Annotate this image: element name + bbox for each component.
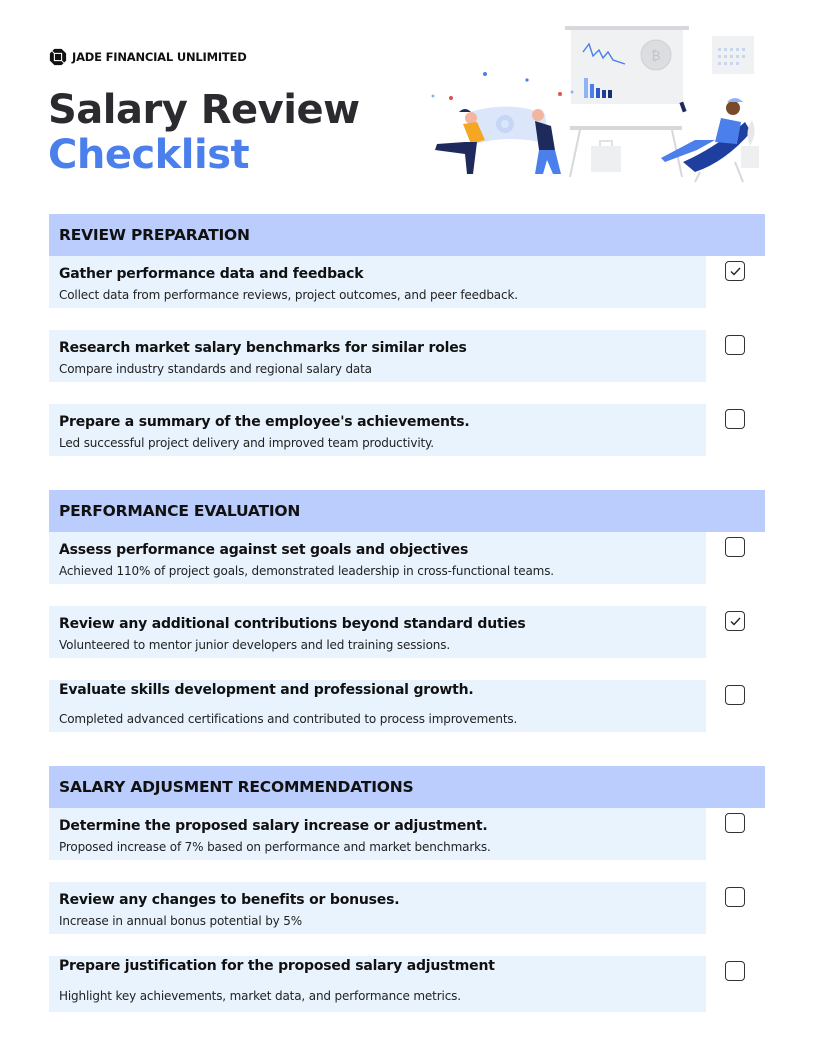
office-illustration bbox=[415, 22, 775, 187]
checkmark-icon bbox=[730, 617, 741, 626]
checkbox-checked[interactable] bbox=[725, 261, 745, 281]
checkbox[interactable] bbox=[725, 887, 745, 907]
checklist-item bbox=[49, 404, 765, 456]
checkbox[interactable] bbox=[725, 961, 745, 981]
person-icon bbox=[465, 112, 477, 124]
checkbox[interactable] bbox=[725, 537, 745, 557]
item-title: Evaluate skills development and professional growth. bbox=[59, 682, 474, 698]
person-icon bbox=[532, 109, 544, 121]
checklist-item bbox=[49, 808, 765, 860]
item-title: Review any changes to benefits or bonuses. bbox=[59, 892, 400, 908]
checklist-item bbox=[49, 606, 765, 658]
desk-icon bbox=[570, 126, 682, 130]
page-title bbox=[48, 88, 360, 178]
item-description: Led successful project delivery and improved team productivity. bbox=[59, 436, 434, 450]
checklist-item bbox=[49, 956, 765, 1012]
checkbox[interactable] bbox=[725, 685, 745, 705]
brand bbox=[49, 48, 247, 66]
checkbox[interactable] bbox=[725, 335, 745, 355]
item-description: Highlight key achievements, market data, and performance metrics. bbox=[59, 989, 461, 1003]
phone-icon bbox=[679, 102, 686, 113]
checkbox[interactable] bbox=[725, 813, 745, 833]
section-header: REVIEW PREPARATION bbox=[49, 214, 765, 256]
item-description: Compare industry standards and regional salary data bbox=[59, 362, 372, 376]
item-title: Review any additional contributions beyond standard duties bbox=[59, 616, 526, 632]
section-performance-evaluation bbox=[49, 490, 765, 726]
item-title: Research market salary benchmarks for similar roles bbox=[59, 340, 467, 356]
svg-text:₿: ₿ bbox=[651, 49, 661, 64]
item-title: Prepare justification for the proposed salary adjustment bbox=[59, 958, 495, 974]
briefcase-icon bbox=[591, 146, 621, 172]
board-rail-icon bbox=[565, 26, 689, 30]
item-description: Volunteered to mentor junior developers and led training sessions. bbox=[59, 638, 451, 652]
item-description: Proposed increase of 7% based on performance and market benchmarks. bbox=[59, 840, 491, 854]
checklist-item bbox=[49, 330, 765, 382]
item-title: Gather performance data and feedback bbox=[59, 266, 364, 282]
checklist-item bbox=[49, 882, 765, 934]
item-description: Achieved 110% of project goals, demonstrated leadership in cross-functional teams. bbox=[59, 564, 554, 578]
checkbox-checked[interactable] bbox=[725, 611, 745, 631]
item-description: Collect data from performance reviews, project outcomes, and peer feedback. bbox=[59, 288, 518, 302]
item-title: Assess performance against set goals and objectives bbox=[59, 542, 469, 558]
checklist-item bbox=[49, 532, 765, 584]
plant-icon bbox=[741, 146, 759, 168]
item-description: Increase in annual bonus potential by 5% bbox=[59, 914, 303, 928]
checkbox[interactable] bbox=[725, 409, 745, 429]
person-icon bbox=[726, 101, 740, 115]
item-title: Prepare a summary of the employee's achievements. bbox=[59, 414, 470, 430]
bar-chart-icon bbox=[584, 78, 588, 98]
section-salary-adjustment-recommendations bbox=[49, 766, 765, 1003]
checkmark-icon bbox=[730, 267, 741, 276]
checklist-item bbox=[49, 680, 765, 732]
brand-name: JADE FINANCIAL UNLIMITED bbox=[72, 50, 247, 64]
item-description: Completed advanced certifications and contributed to process improvements. bbox=[59, 712, 518, 726]
section-header: PERFORMANCE EVALUATION bbox=[49, 490, 765, 532]
title-line-1: Salary Review bbox=[48, 87, 360, 133]
title-line-2: Checklist bbox=[48, 132, 250, 178]
jade-gem-logo-icon bbox=[49, 48, 67, 66]
section-header: SALARY ADJUSMENT RECOMMENDATIONS bbox=[49, 766, 765, 808]
checklist-item bbox=[49, 256, 765, 308]
item-title: Determine the proposed salary increase or adjustment. bbox=[59, 818, 488, 834]
section-review-preparation bbox=[49, 214, 765, 450]
